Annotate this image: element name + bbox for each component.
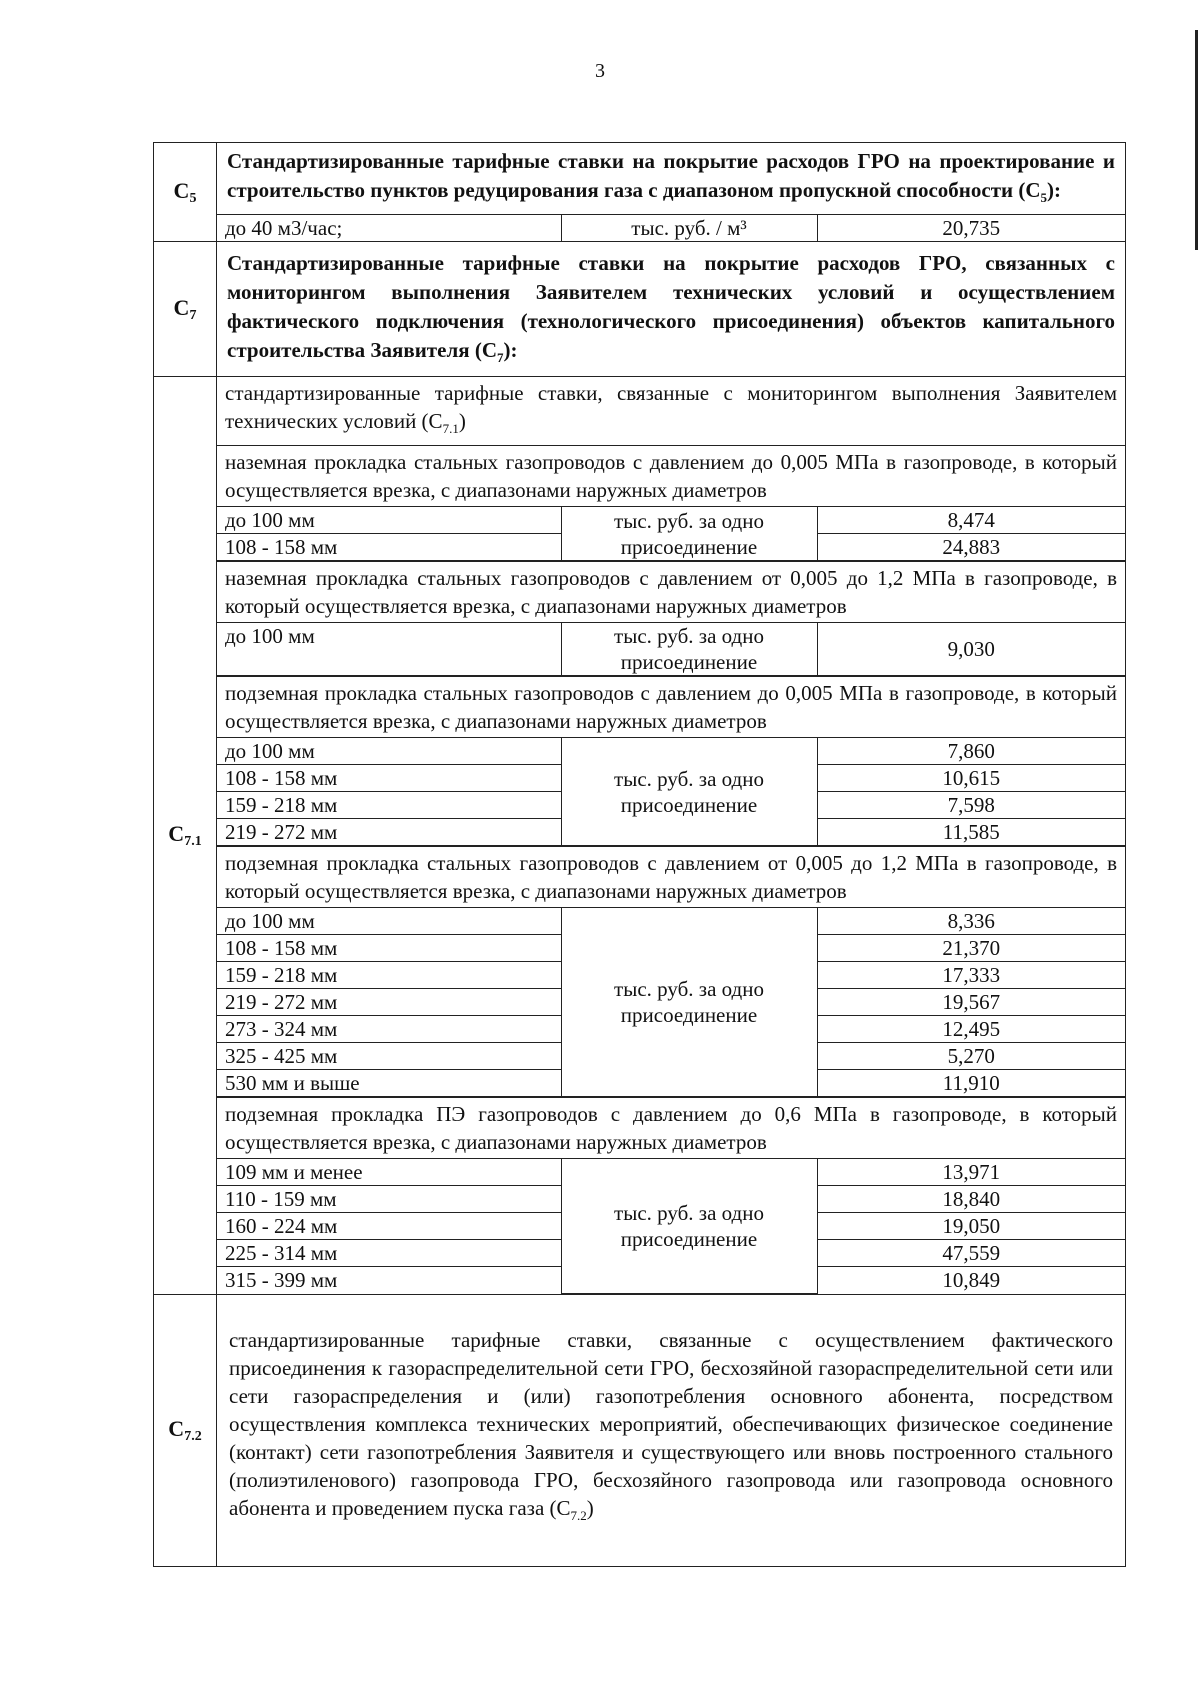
table-row bbox=[217, 623, 1125, 676]
c5-rate-table bbox=[217, 214, 1125, 241]
range-cell: до 100 мм bbox=[217, 507, 561, 534]
value-cell: 10,849 bbox=[817, 1267, 1125, 1294]
range-cell: 219 - 272 мм bbox=[217, 819, 561, 846]
value-cell: 24,883 bbox=[817, 534, 1125, 561]
group-description: наземная прокладка стальных газопроводов с давлением от 0,005 до 1,2 МПа в газопроводе, в который осуществляется врезка, с диапазонами наружных диаметров bbox=[217, 561, 1125, 623]
value-cell: 11,585 bbox=[817, 819, 1125, 846]
value-cell: 10,615 bbox=[817, 765, 1125, 792]
range-cell: 273 - 324 мм bbox=[217, 1016, 561, 1043]
section-c7 bbox=[154, 242, 1126, 377]
value-cell: 21,370 bbox=[817, 935, 1125, 962]
group-rate-table bbox=[217, 738, 1125, 846]
table-row bbox=[217, 738, 1125, 765]
range-cell: 160 - 224 мм bbox=[217, 1213, 561, 1240]
range-cell: 108 - 158 мм bbox=[217, 534, 561, 561]
value-cell: 13,971 bbox=[817, 1159, 1125, 1186]
c7-1-intro: стандартизированные тарифные ставки, связанные с мониторингом выполнения Заявителем технических условий $(С_{7.1})$ bbox=[217, 377, 1125, 446]
range-cell: 108 - 158 мм bbox=[217, 765, 561, 792]
table-row bbox=[217, 507, 1125, 534]
range-cell: 159 - 218 мм bbox=[217, 962, 561, 989]
range-cell: 225 - 314 мм bbox=[217, 1240, 561, 1267]
value-cell: 5,270 bbox=[817, 1043, 1125, 1070]
table-row bbox=[217, 908, 1125, 935]
value-cell: 17,333 bbox=[817, 962, 1125, 989]
value-cell: 47,559 bbox=[817, 1240, 1125, 1267]
group-description: наземная прокладка стальных газопроводов с давлением до 0,005 МПа в газопроводе, в который осуществляется врезка, с диапазонами наружных диаметров bbox=[217, 446, 1125, 507]
range-cell: до 100 мм bbox=[217, 908, 561, 935]
unit-cell: тыс. руб. за одно присоединение bbox=[561, 1159, 817, 1293]
section-c5 bbox=[154, 143, 1126, 242]
unit-cell: тыс. руб. / м³ bbox=[561, 215, 817, 242]
value-cell: 11,910 bbox=[817, 1070, 1125, 1097]
table-row bbox=[217, 1159, 1125, 1186]
range-cell: до 100 мм bbox=[217, 738, 561, 765]
section-c7-1 bbox=[154, 377, 1126, 1295]
unit-cell: тыс. руб. за одно присоединение bbox=[561, 908, 817, 1097]
group-rate-table bbox=[217, 507, 1125, 561]
value-cell: 8,474 bbox=[817, 507, 1125, 534]
range-cell: 530 мм и выше bbox=[217, 1070, 561, 1097]
code-c7: $C_7$ bbox=[154, 242, 217, 377]
range-cell: 159 - 218 мм bbox=[217, 792, 561, 819]
unit-cell: тыс. руб. за одно присоединение bbox=[561, 507, 817, 561]
range-cell: 110 - 159 мм bbox=[217, 1186, 561, 1213]
tariff-table bbox=[153, 142, 1126, 1567]
unit-cell: тыс. руб. за одно присоединение bbox=[561, 738, 817, 846]
code-c7-1: $C_{7.1}$ bbox=[154, 377, 217, 1295]
range-cell: до 100 мм bbox=[217, 623, 561, 676]
group-description: подземная прокладка стальных газопроводов с давлением до 0,005 МПа в газопроводе, в который осуществляется врезка, с диапазонами наружных диаметров bbox=[217, 676, 1125, 738]
value-cell: 19,050 bbox=[817, 1213, 1125, 1240]
group-description: подземная прокладка стальных газопроводов с давлением от 0,005 до 1,2 МПа в газопроводе, в который осуществляется врезка, с диапазонами наружных диаметров bbox=[217, 846, 1125, 908]
group-description: подземная прокладка ПЭ газопроводов с давлением до 0,6 МПа в газопроводе, в который осуществляется врезка, с диапазонами наружных диаметров bbox=[217, 1097, 1125, 1159]
range-cell: 108 - 158 мм bbox=[217, 935, 561, 962]
heading-c5: Стандартизированные тарифные ставки на покрытие расходов ГРО на проектирование и строительство пунктов редуцирования газа с диапазоном пропускной способности $(С_5)$: bbox=[227, 149, 1115, 206]
table-row bbox=[217, 215, 1125, 242]
value-cell: 12,495 bbox=[817, 1016, 1125, 1043]
heading-c7: Стандартизированные тарифные ставки на покрытие расходов ГРО, связанных с мониторингом выполнения Заявителем технических условий и осуществлением фактического подключения (технологического присоединения) объектов капитального строительства Заявителя $(С_7)$: bbox=[227, 250, 1115, 365]
value-cell: 9,030 bbox=[817, 623, 1125, 676]
group-rate-table bbox=[217, 623, 1125, 676]
value-cell: 7,598 bbox=[817, 792, 1125, 819]
range-cell: 315 - 399 мм bbox=[217, 1267, 561, 1294]
value-cell: 18,840 bbox=[817, 1186, 1125, 1213]
value-cell: 8,336 bbox=[817, 908, 1125, 935]
code-c7-2: $C_{7.2}$ bbox=[154, 1294, 217, 1566]
value-cell: 20,735 bbox=[817, 215, 1125, 242]
value-cell: 7,860 bbox=[817, 738, 1125, 765]
range-cell: 219 - 272 мм bbox=[217, 989, 561, 1016]
group-rate-table bbox=[217, 1159, 1125, 1294]
value-cell: 19,567 bbox=[817, 989, 1125, 1016]
section-c7-2 bbox=[154, 1294, 1126, 1566]
page-number: 3 bbox=[595, 60, 605, 82]
code-c5: $C_5$ bbox=[154, 143, 217, 242]
scan-edge-mark bbox=[1195, 30, 1198, 250]
group-rate-table bbox=[217, 908, 1125, 1097]
range-cell: 109 мм и менее bbox=[217, 1159, 561, 1186]
range-cell: до 40 м3/час; bbox=[217, 215, 561, 242]
c7-2-description: стандартизированные тарифные ставки, связанные с осуществлением фактического присоединения к газораспределительной сети ГРО, бесхозяйной газораспределительной сети или сети газораспределения и (или) газопотребления основного абонента, посредством осуществления комплекса технических мероприятий, обеспечивающих физическое соединение (контакт) сети газопотребления Заявителя и существующего или вновь построенного стального (полиэтиленового) газопровода ГРО, бесхозяйного газопровода или газопровода основного абонента и проведением пуска газа $(С_{7.2})$ bbox=[229, 1328, 1113, 1524]
range-cell: 325 - 425 мм bbox=[217, 1043, 561, 1070]
unit-cell: тыс. руб. за одно присоединение bbox=[561, 623, 817, 676]
